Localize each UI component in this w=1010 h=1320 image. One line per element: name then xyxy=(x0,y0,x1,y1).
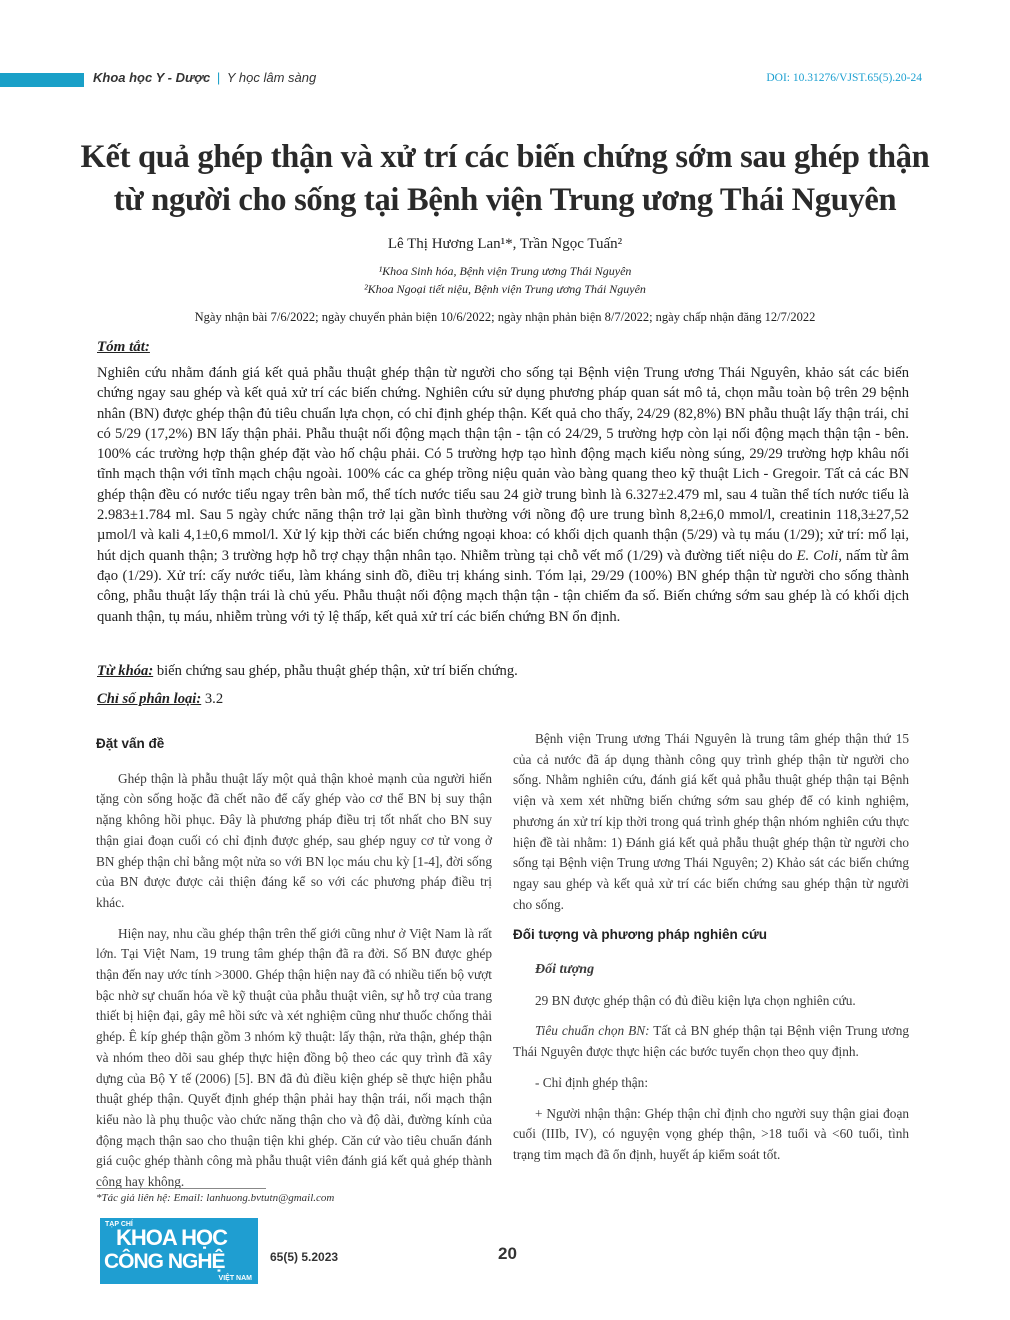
section-name: Y học lâm sàng xyxy=(226,70,317,85)
doi[interactable]: DOI: 10.31276/VJST.65(5).20-24 xyxy=(766,72,922,84)
title-line-1: Kết quả ghép thận và xử trí các biến chứng sớm sau ghép thận xyxy=(80,139,930,175)
issue-number: 65(5) 5.2023 xyxy=(270,1250,339,1264)
criteria-label: Tiêu chuẩn chọn BN: xyxy=(535,1023,650,1039)
paragraph xyxy=(513,1021,909,1062)
page-number: 20 xyxy=(498,1244,517,1263)
classification-label: Chỉ số phân loại: xyxy=(97,691,202,707)
journal-name: Khoa học Y - Dược xyxy=(93,70,211,85)
abstract-text-1: Nghiên cứu nhằm đánh giá kết quả phẫu thuật ghép thận từ người cho sống tại Bệnh viện Trung ương Thái Nguyên, khảo sát các biến chứng ngay sau ghép và kết quả xử trí các biến chứng. Nghiên cứu sử dụng phương pháp quan sát mô tả, chọn mẫu toàn bộ trên 29 bệnh nhân (BN) được ghép thận đủ tiêu chuẩn lựa chọn, có chỉ định ghép thận. Kết quả cho thấy, 24/29 (82,8%) BN phẫu thuật lấy thận trái, chỉ có 5/29 (17,2%) BN lấy thận phải. Phẫu thuật nối động mạch thận tận - tận có 24/29, 5 trường hợp còn lại nối động mạch thận tận - bên. 100% các trường hợp thận ghép đặt vào hố chậu phải. Có 5 trường hợp tạo hình động mạch kiểu nòng súng, 29/29 trường hợp khâu nối tĩnh mạch thận với tĩnh mạch chậu ngoài. 100% các ca ghép trồng niệu quản vào bàng quang theo kỹ thuật Lich - Gregoir. Tất cả các BN ghép thận đều có nước tiểu ngay trên bàn mổ, thể tích nước tiểu sau 24 giờ trung bình là 6.327±2.479 ml, sau 4 tuần thể tích nước tiểu là 2.983±1.784 ml. Sau 5 ngày chức năng thận trở lại gần bình thường với nồng độ ure trung bình 8,2±6,0 mmol/l, creatinin 118,3±27,52 µmol/l và kali 4,1±0,6 mmol/l. Xử lý kịp thời các biến chứng ngoại khoa: có khối dịch quanh thận (5/29) và tụ máu (1/29); xử trí: mổ lại, hút dịch quanh thận; 3 trường hợp hỗ trợ chạy thận nhân tạo. Nhiễm trùng tại chỗ vết mổ (1/29) và đường tiết niệu do xyxy=(97,365,909,564)
running-header xyxy=(93,70,316,85)
article-title xyxy=(70,136,940,222)
classification-value: 3.2 xyxy=(201,691,224,707)
logo-line-2: CÔNG NGHỆ xyxy=(104,1250,225,1273)
affiliation-2: ²Khoa Ngoại tiết niệu, Bệnh viện Trung ương Thái Nguyên xyxy=(364,282,646,296)
footnote-rule xyxy=(96,1188,266,1189)
header-separator: | xyxy=(216,70,221,85)
left-column xyxy=(96,734,492,1203)
title-line-2: từ người cho sống tại Bệnh viện Trung ương Thái Nguyên xyxy=(113,182,897,218)
section-heading-introduction: Đặt vấn đề xyxy=(96,736,165,751)
corresponding-author-footnote: *Tác giả liên hệ: Email: lanhuong.bvtutn@gmail.com xyxy=(96,1192,335,1204)
classification-line xyxy=(97,691,909,708)
keywords-label: Từ khóa: xyxy=(97,663,154,679)
abstract-body xyxy=(97,363,909,627)
journal-logo xyxy=(100,1218,258,1284)
abstract-text-2: , nấm từ âm đạo (1/29). Xử trí: cấy nước tiểu, làm kháng sinh đồ, điều trị kháng sinh. Tóm lại, 29/29 (100%) BN ghép thận từ người cho sống thành công, phẫu thuật lấy thận trái là chủ yếu. Phẫu thuật nối động mạch thận tận - tận chiếm đa số. Biến chứng sớm sau ghép là có khối dịch quanh thận, tụ máu, nhiễm trùng với tỷ lệ thấp, kết quả xử trí các biến chứng BN ổn định. xyxy=(97,547,910,625)
paragraph: 29 BN được ghép thận có đủ điều kiện lựa chọn nghiên cứu. xyxy=(535,992,856,1008)
header-accent-bar xyxy=(0,73,84,87)
criteria-text: Tất cả BN ghép thận tại Bệnh viện Trung ương Thái Nguyên được thực hiện các bước tuyển chọn theo quy định. xyxy=(513,1023,909,1060)
subsection-heading: Đối tượng xyxy=(535,962,595,978)
paragraph: - Chỉ định ghép thận: xyxy=(535,1074,649,1090)
paragraph: Hiện nay, nhu cầu ghép thận trên thế giới cũng như ở Việt Nam là rất lớn. Tại Việt Nam, 19 trung tâm ghép thận đã ra đời. Số BN được ghép thận đến nay ước tính >3000. Ghép thận hiện nay đã có nhiều tiến bộ vượt bậc nhờ sự chuẩn hóa về kỹ thuật của phẫu thuật viên, sự hỗ trợ của trang thiết bị hiện đại, gây mê hồi sức và xét nghiệm cũng như thuốc chống thải ghép. Ê kíp ghép thận gồm 3 nhóm kỹ thuật: lấy thận, rửa thận, ghép thận và nhóm theo dõi sau ghép thực hiện đồng bộ theo các quy trình đã xây dựng của Bộ Y tế (2006) [5]. BN đã đủ điều kiện ghép sẽ thực hiện phẫu thuật ghép thận. Quyết định ghép thận phải hay thận trái, nối mạch thận kiểu nào là phụ thuộc vào chức năng thận cho và độ dài, đường kính của động mạch thận sao cho thuận tiện khi ghép. Căn cứ vào tiêu chuẩn đánh giá cuộc ghép thành công mà phẫu thuật viên đánh giá kết quả ghép thành công hay không. xyxy=(96,925,492,1190)
section-heading-methods: Đối tượng và phương pháp nghiên cứu xyxy=(513,927,768,943)
abstract-italic-term: E. Coli xyxy=(796,547,839,564)
article-dates: Ngày nhận bài 7/6/2022; ngày chuyển phản biện 10/6/2022; ngày nhận phản biện 8/7/2022; ngày chấp nhận đăng 12/7/2022 xyxy=(194,310,816,324)
keywords-line xyxy=(97,663,909,680)
paragraph: Bệnh viện Trung ương Thái Nguyên là trung tâm ghép thận thứ 15 của cả nước đã áp dụng thành công quy trình ghép thận từ người cho sống. Nhằm nghiên cứu, đánh giá kết quả phẫu thuật ghép thận tại Bệnh viện và xem xét những biến chứng sớm sau ghép để có kinh nghiệm, phương án xử trí kịp thời trong quá trình ghép thận nhóm nghiên cứu thực hiện đề tài nhằm: 1) Đánh giá kết quả phẫu thuật ghép thận từ người cho sống tại Bệnh viện Trung ương Thái Nguyên; 2) Khảo sát các biến chứng ngay sau ghép và kết quả xử trí các biến chứng sau ghép thận từ người cho sống. xyxy=(513,731,909,912)
right-column xyxy=(513,729,909,1176)
logo-small-text: TẠP CHÍ xyxy=(105,1221,133,1228)
affiliation-1: ¹Khoa Sinh hóa, Bệnh viện Trung ương Thái Nguyên xyxy=(378,264,632,278)
logo-country: VIỆT NAM xyxy=(218,1275,252,1282)
keywords: biến chứng sau ghép, phẫu thuật ghép thận, xử trí biến chứng. xyxy=(153,663,518,679)
logo-line-1: KHOA HỌC xyxy=(116,1225,227,1250)
abstract-heading: Tóm tắt: xyxy=(97,339,150,355)
paragraph: + Người nhận thận: Ghép thận chỉ định cho người suy thận giai đoạn cuối (IIIb, IV), có nguyện vọng ghép thận, >18 tuổi và <60 tuổi, tình trạng tim mạch đã ổn định, huyết áp kiểm soát tốt. xyxy=(513,1105,909,1162)
authors: Lê Thị Hương Lan¹*, Trần Ngọc Tuấn² xyxy=(387,236,623,252)
paragraph: Ghép thận là phẫu thuật lấy một quả thận khoẻ mạnh của người hiến tặng còn sống hoặc đã chết não để cấy ghép vào cơ thể BN bị suy thận nặng không hồi phục. Đây là phương pháp điều trị tốt nhất cho BN suy thận giai đoạn cuối có chỉ định được ghép, sau ghép nguy cơ tử vong ở BN ghép thận chỉ bằng một nửa so với BN lọc máu chu kỳ [1-4], đời sống của BN được được cải thiện đáng kể so với các phương pháp điều trị khác. xyxy=(96,770,492,910)
